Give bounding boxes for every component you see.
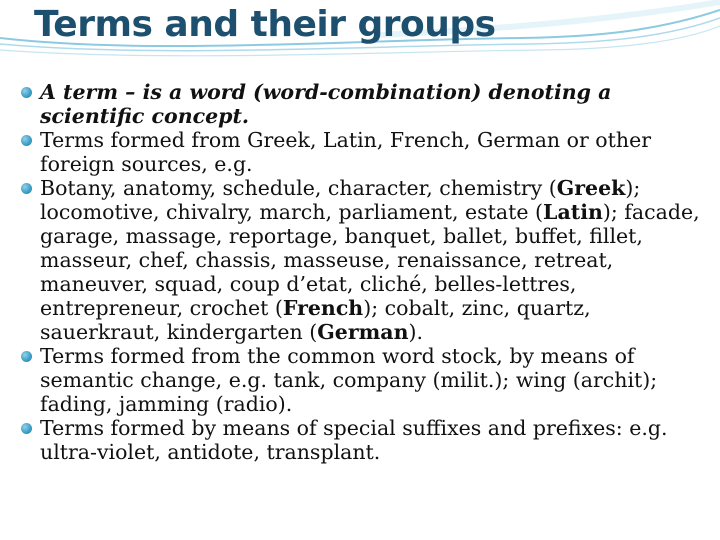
list-item-text: Terms formed by means of special suffixes and prefixes: e.g. ultra-violet, antidote, transplant. xyxy=(40,416,668,464)
list-item-text-segment: ); facade, garage, massage, reportage, banquet, ballet, buffet, fillet, masseur, chef, chassis, masseuse, renaissance, retreat, maneuver, squad, coup d’etat, cliché, belles-lettres, entrepreneur, crochet ( xyxy=(40,200,700,320)
list-item-text-segment: ). xyxy=(408,320,424,344)
bullet-icon xyxy=(21,135,32,146)
list-item-text: Terms formed from the common word stock, by means of semantic change, e.g. tank, company (milit.); wing (archit); fading, jamming (radio). xyxy=(40,344,658,416)
list-item-text-segment: Botany, anatomy, schedule, character, chemistry ( xyxy=(40,176,557,200)
list-item xyxy=(20,176,710,344)
language-label-german: German xyxy=(317,320,409,344)
language-label-latin: Latin xyxy=(543,200,603,224)
list-item-text-segment: ); cobalt, zinc, quartz, sauerkraut, kindergarten ( xyxy=(40,296,591,344)
page-title: Terms and their groups xyxy=(34,4,496,45)
language-label-french: French xyxy=(282,296,364,320)
list-item xyxy=(20,416,710,464)
term-definition: A term – is a word (word-combination) denoting a scientific concept. xyxy=(40,80,612,128)
list-item xyxy=(20,344,710,416)
list-item xyxy=(20,80,710,128)
bullet-icon xyxy=(21,183,32,194)
bullet-icon xyxy=(21,87,32,98)
bullet-icon xyxy=(21,423,32,434)
list-item-text-segment: ); locomotive, chivalry, march, parliament, estate ( xyxy=(40,176,641,224)
bullet-list xyxy=(20,80,710,464)
bullet-icon xyxy=(21,351,32,362)
list-item xyxy=(20,128,710,176)
list-item-text: Terms formed from Greek, Latin, French, German or other foreign sources, e.g. xyxy=(40,128,652,176)
language-label-greek: Greek xyxy=(556,176,626,200)
